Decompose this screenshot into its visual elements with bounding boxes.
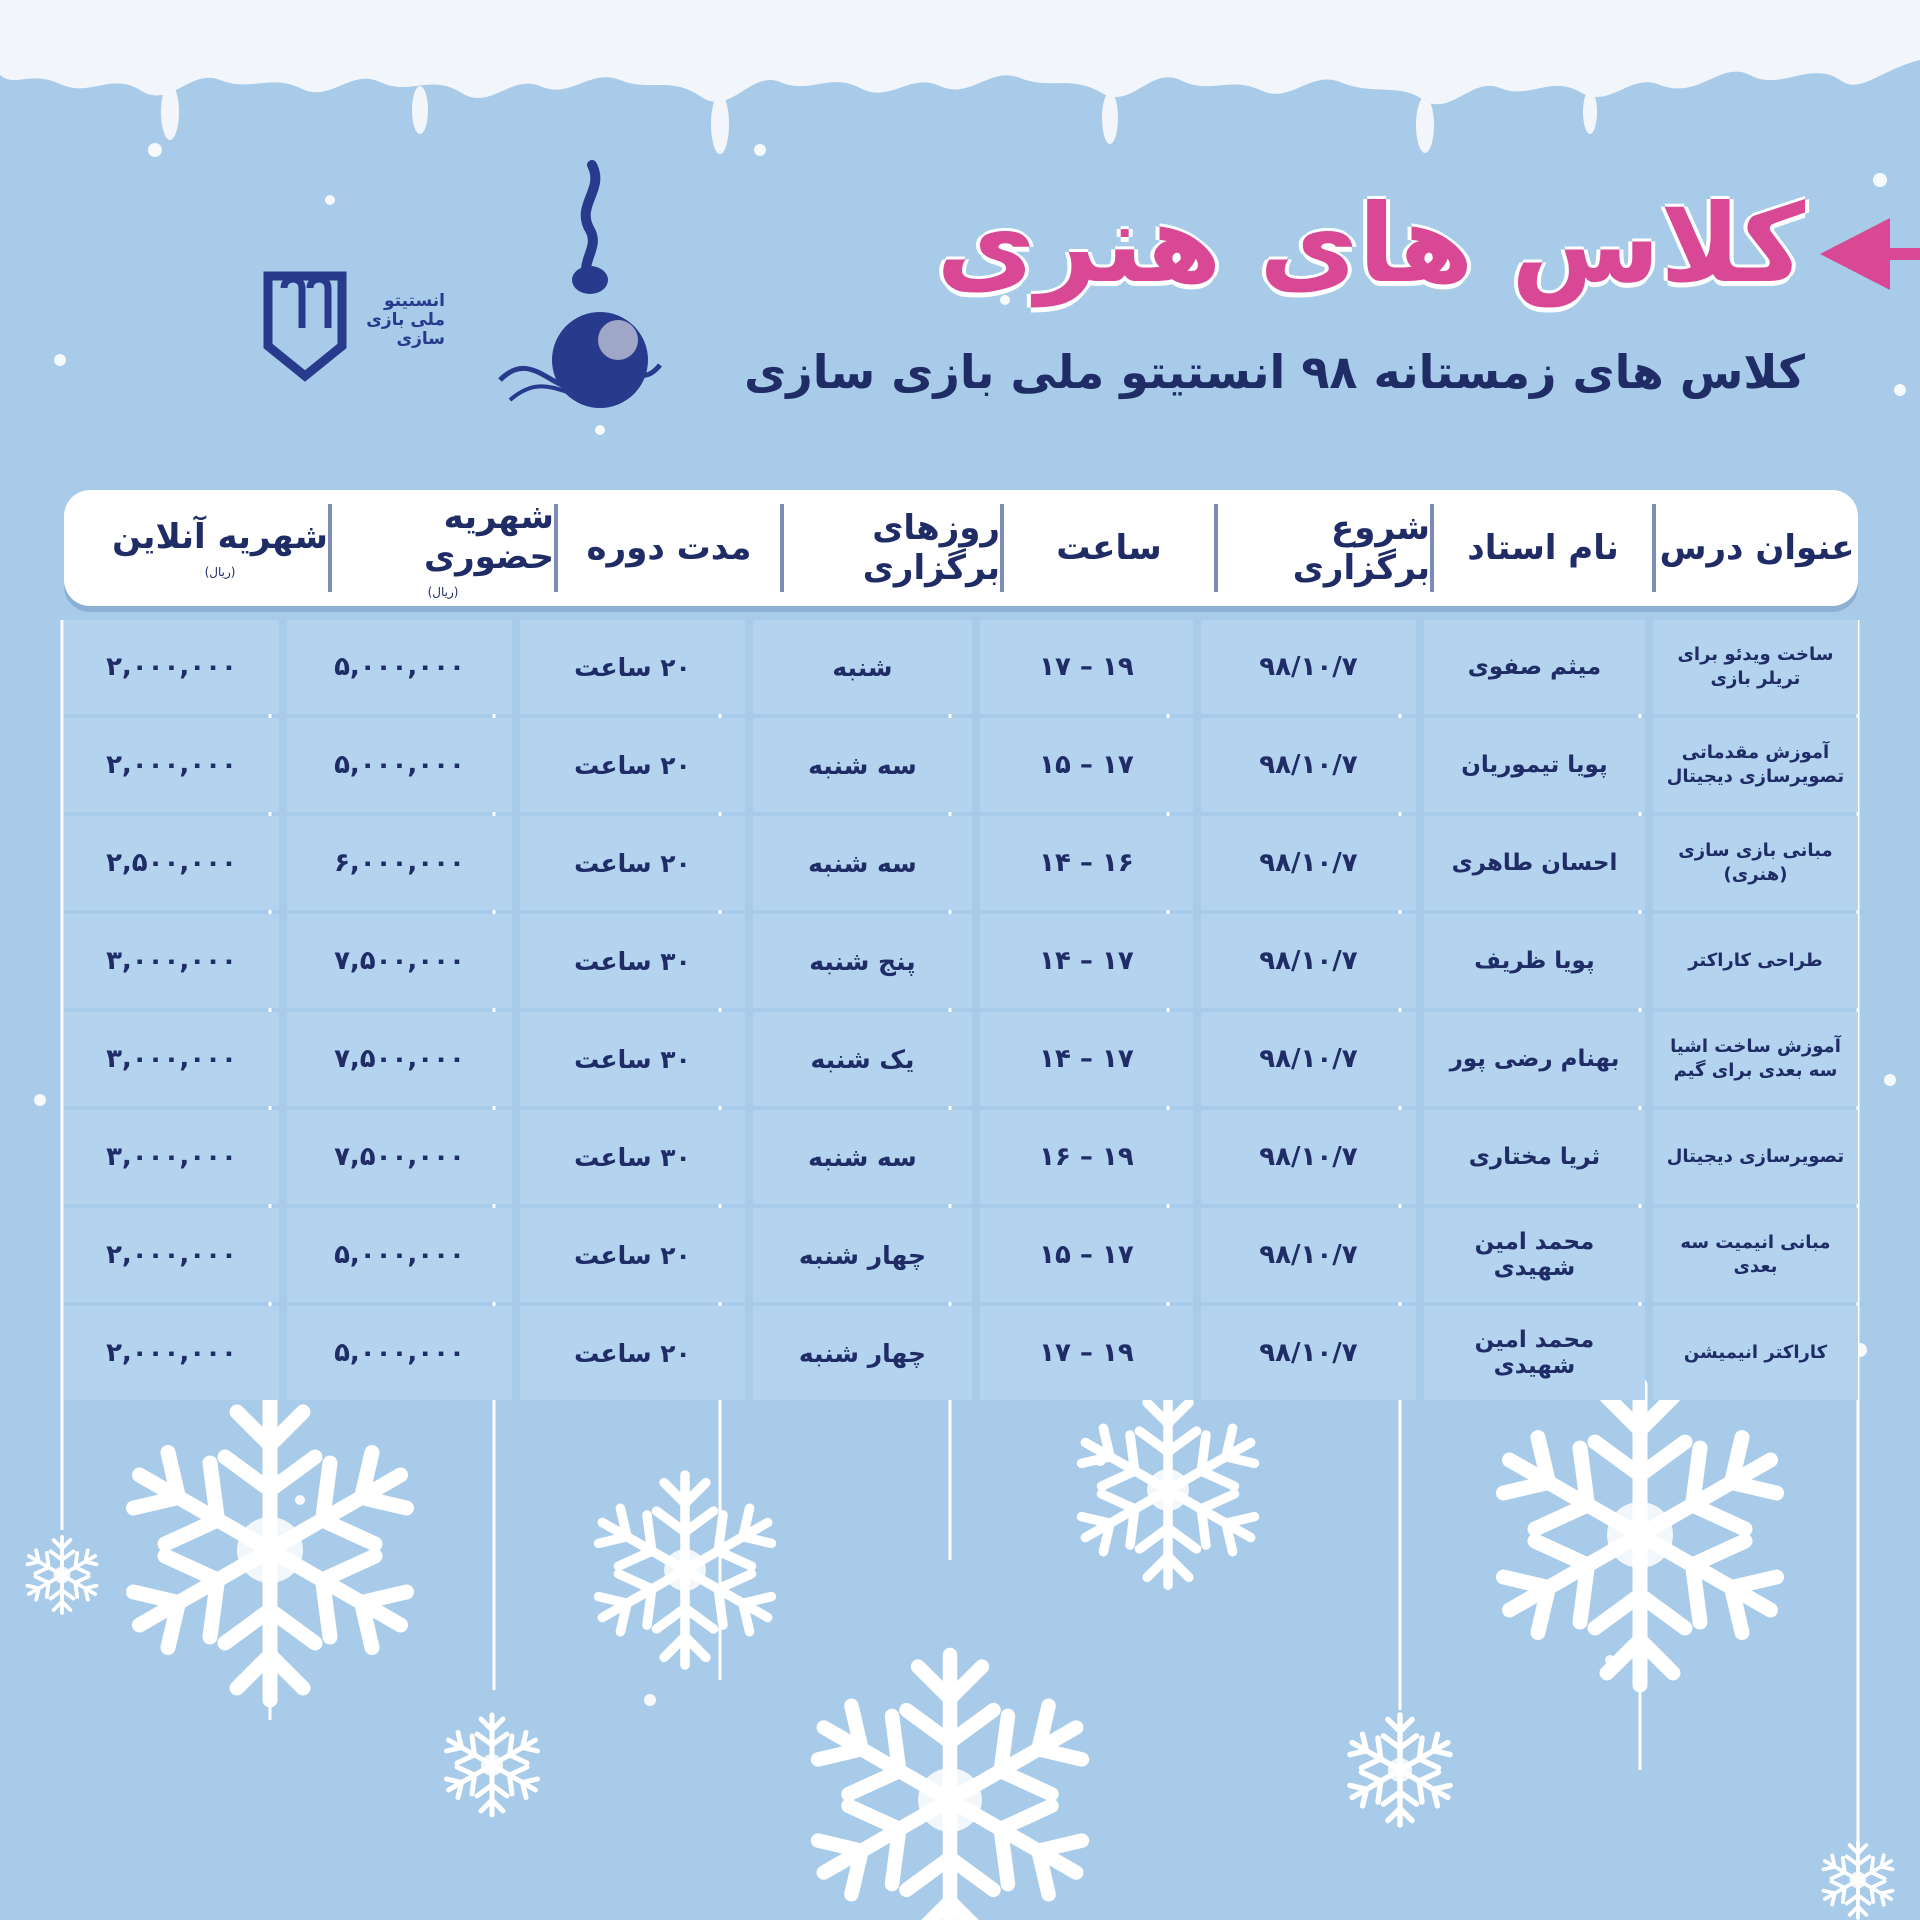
poster-subtitle: کلاس های زمستانه ۹۸ انستیتو ملی بازی سازی (744, 345, 1805, 399)
cell-days: سه شنبه (753, 1110, 972, 1204)
institute-logo-text: انستیتو ملی بازی سازی (366, 291, 445, 349)
cell-teacher: احسان طاهری (1424, 816, 1645, 910)
cell-teacher: پویا ظریف (1424, 914, 1645, 1008)
cell-duration: ۲۰ ساعت (520, 1306, 745, 1400)
cell-inperson-fee: ۶,۰۰۰,۰۰۰ (287, 816, 512, 910)
cell-inperson-fee: ۵,۰۰۰,۰۰۰ (287, 718, 512, 812)
cell-online-fee: ۲,۰۰۰,۰۰۰ (64, 620, 279, 714)
cell-time: ۱۷ – ۱۹ (980, 620, 1193, 714)
cell-course: طراحی کاراکتر (1653, 914, 1858, 1008)
poster-title: کلاس های هنری (936, 182, 1805, 307)
cell-start: ۹۸/۱۰/۷ (1201, 914, 1416, 1008)
cell-inperson-fee: ۵,۰۰۰,۰۰۰ (287, 1306, 512, 1400)
header-online-fee: شهریه آنلاین (ریال) (112, 517, 328, 579)
cell-start: ۹۸/۱۰/۷ (1201, 816, 1416, 910)
cell-online-fee: ۲,۰۰۰,۰۰۰ (64, 718, 279, 812)
header-start: شروع برگزاری (1214, 504, 1430, 592)
table-row (64, 620, 1858, 714)
cell-duration: ۲۰ ساعت (520, 816, 745, 910)
cell-online-fee: ۲,۵۰۰,۰۰۰ (64, 816, 279, 910)
cell-duration: ۲۰ ساعت (520, 718, 745, 812)
cell-time: ۱۴ – ۱۶ (980, 816, 1193, 910)
cell-duration: ۳۰ ساعت (520, 914, 745, 1008)
cell-course: آموزش ساخت اشیا سه بعدی برای گیم (1653, 1012, 1858, 1106)
header-teacher: نام استاد (1430, 504, 1652, 592)
cell-course: تصویرسازی دیجیتال (1653, 1110, 1858, 1204)
cell-start: ۹۸/۱۰/۷ (1201, 620, 1416, 714)
header-time: ساعت (1000, 504, 1214, 592)
cell-duration: ۳۰ ساعت (520, 1012, 745, 1106)
cell-teacher: بهنام رضی پور (1424, 1012, 1645, 1106)
cell-start: ۹۸/۱۰/۷ (1201, 1012, 1416, 1106)
cell-duration: ۲۰ ساعت (520, 1208, 745, 1302)
cell-days: سه شنبه (753, 718, 972, 812)
cell-days: چهار شنبه (753, 1208, 972, 1302)
inperson-unit: (ریال) (427, 585, 459, 599)
cell-course: مبانی بازی سازی (هنری) (1653, 816, 1858, 910)
cell-time: ۱۵ – ۱۷ (980, 718, 1193, 812)
cell-days: سه شنبه (753, 816, 972, 910)
title-pointer-icon (1820, 218, 1920, 290)
header-duration: مدت دوره (554, 504, 780, 592)
cell-online-fee: ۲,۰۰۰,۰۰۰ (64, 1208, 279, 1302)
cell-duration: ۳۰ ساعت (520, 1110, 745, 1204)
cell-inperson-fee: ۵,۰۰۰,۰۰۰ (287, 1208, 512, 1302)
table-header (64, 490, 1858, 606)
cell-start: ۹۸/۱۰/۷ (1201, 1110, 1416, 1204)
table-row (64, 1012, 1858, 1106)
cell-online-fee: ۳,۰۰۰,۰۰۰ (64, 1110, 279, 1204)
cell-teacher: محمد امین شهیدی (1424, 1306, 1645, 1400)
cell-time: ۱۴ – ۱۷ (980, 1012, 1193, 1106)
header-inperson-fee: شهریه حضوری (ریال) (328, 504, 554, 592)
table-row (64, 1208, 1858, 1302)
cell-start: ۹۸/۱۰/۷ (1201, 718, 1416, 812)
cell-course: ساخت ویدئو برای تریلر بازی (1653, 620, 1858, 714)
cell-days: یک شنبه (753, 1012, 972, 1106)
cell-time: ۱۵ – ۱۷ (980, 1208, 1193, 1302)
cell-online-fee: ۳,۰۰۰,۰۰۰ (64, 1012, 279, 1106)
cell-duration: ۲۰ ساعت (520, 620, 745, 714)
cell-days: شنبه (753, 620, 972, 714)
cell-days: چهار شنبه (753, 1306, 972, 1400)
cell-days: پنج شنبه (753, 914, 972, 1008)
table-row (64, 816, 1858, 910)
cell-teacher: ثریا مختاری (1424, 1110, 1645, 1204)
header-days: روزهای برگزاری (780, 504, 1000, 592)
cell-teacher: میثم صفوی (1424, 620, 1645, 714)
table-row (64, 914, 1858, 1008)
table-body (64, 620, 1858, 1400)
cell-teacher: محمد امین شهیدی (1424, 1208, 1645, 1302)
cell-time: ۱۴ – ۱۷ (980, 914, 1193, 1008)
cell-time: ۱۷ – ۱۹ (980, 1306, 1193, 1400)
foundation-logo (480, 160, 680, 410)
table-row (64, 718, 1858, 812)
cell-online-fee: ۳,۰۰۰,۰۰۰ (64, 914, 279, 1008)
cell-course: آموزش مقدماتی تصویرسازی دیجیتال (1653, 718, 1858, 812)
cell-inperson-fee: ۷,۵۰۰,۰۰۰ (287, 1012, 512, 1106)
table-row (64, 1110, 1858, 1204)
online-unit: (ریال) (204, 565, 236, 579)
cell-online-fee: ۲,۰۰۰,۰۰۰ (64, 1306, 279, 1400)
cell-inperson-fee: ۷,۵۰۰,۰۰۰ (287, 914, 512, 1008)
cell-start: ۹۸/۱۰/۷ (1201, 1208, 1416, 1302)
cell-time: ۱۶ – ۱۹ (980, 1110, 1193, 1204)
cell-course: مبانی انیمیت سه بعدی (1653, 1208, 1858, 1302)
cell-course: کاراکتر انیمیشن (1653, 1306, 1858, 1400)
cell-teacher: پویا تیموریان (1424, 718, 1645, 812)
cell-start: ۹۸/۱۰/۷ (1201, 1306, 1416, 1400)
cell-inperson-fee: ۷,۵۰۰,۰۰۰ (287, 1110, 512, 1204)
header-course: عنوان درس (1652, 504, 1858, 592)
table-row (64, 1306, 1858, 1400)
schedule-table (64, 490, 1858, 1404)
cell-inperson-fee: ۵,۰۰۰,۰۰۰ (287, 620, 512, 714)
